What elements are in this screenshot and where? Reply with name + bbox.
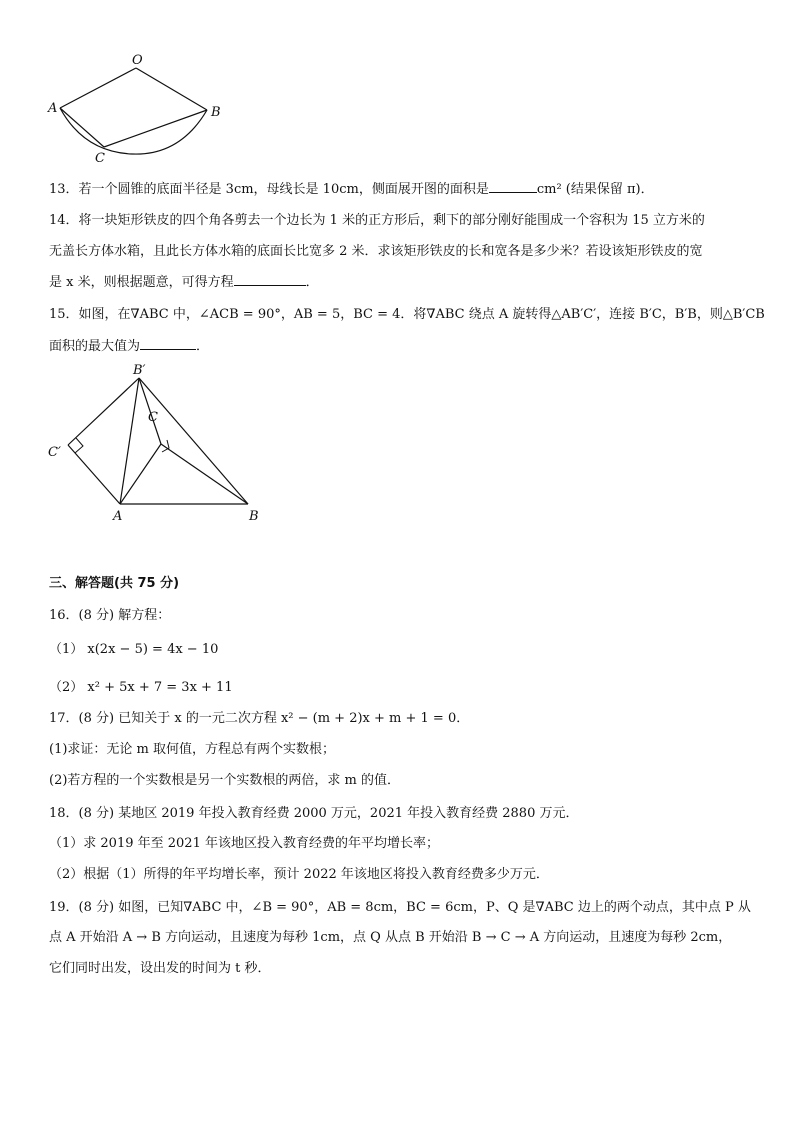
q14-answer-blank[interactable] <box>234 273 306 286</box>
arc-ab <box>60 108 207 154</box>
question-17-part1: (1)求证：无论 m 取何值，方程总有两个实数根； <box>49 742 336 757</box>
q13-answer-blank[interactable] <box>489 180 537 193</box>
question-13 <box>49 180 654 199</box>
question-14-line3 <box>49 273 319 292</box>
q14-text-after: ． <box>305 275 319 290</box>
question-15-line2 <box>49 337 209 356</box>
question-19-line1: 19．(8 分) 如图，已知∇ABC 中，∠B = 90°，AB = 8cm，BC = 6cm，P、Q 是∇ABC 边上的两个动点，其中点 P 从 <box>49 900 751 915</box>
question-14-line2: 无盖长方体水箱，且此长方体水箱的底面长比宽多 2 米．求该矩形铁皮的长和宽各是多少米？若设该矩形铁皮的宽 <box>49 244 703 259</box>
label-b2: B <box>249 509 259 524</box>
question-18-part1: （1）求 2019 年至 2021 年该地区投入教育经费的年平均增长率； <box>49 836 439 851</box>
question-17-part2: (2)若方程的一个实数根是另一个实数根的两倍，求 m 的值． <box>49 773 401 788</box>
sector-figure <box>40 50 240 170</box>
label-a2: A <box>113 509 123 524</box>
question-14-line1: 14．将一块矩形铁皮的四个角各剪去一个边长为 1 米的正方形后，剩下的部分刚好能围成一个容积为 15 立方米的 <box>49 213 705 228</box>
label-c2: C <box>148 410 158 425</box>
q15-answer-blank[interactable] <box>140 337 196 350</box>
segment-ob <box>136 68 207 110</box>
question-19-line3: 它们同时出发，设出发的时间为 t 秒． <box>49 961 271 976</box>
question-16-part2: （2） x² + 5x + 7 = 3x + 11 <box>49 680 233 695</box>
q13-text-after: cm² (结果保留 π)． <box>536 182 654 197</box>
right-angle-mark-cp <box>75 438 83 453</box>
segment-cb <box>104 110 207 147</box>
label-bp: B′ <box>133 363 146 378</box>
section-title: 三、解答题(共 75 分) <box>49 576 180 591</box>
segment-bp-b <box>139 378 248 504</box>
q14-text: 是 x 米，则根据题意，可得方程 <box>49 275 234 290</box>
question-15-line1: 15．如图，在∇ABC 中，∠ACB = 90°，AB = 5，BC = 4．将∇ABC 绕点 A 旋转得△AB′C′，连接 B′C，B′B，则△B′CB <box>49 307 765 322</box>
label-o: O <box>132 53 143 68</box>
q15-text: 面积的最大值为 <box>49 339 141 354</box>
rotation-figure <box>40 358 280 528</box>
segment-ac <box>60 108 104 147</box>
label-b: B <box>211 105 221 120</box>
segment-oa <box>60 68 136 108</box>
question-16-title: 16．(8 分) 解方程： <box>49 608 171 623</box>
segment-a-bp <box>120 378 139 504</box>
segment-cp-bp <box>68 378 139 445</box>
question-19-line2: 点 A 开始沿 A → B 方向运动，且速度为每秒 1cm，点 Q 从点 B 开始沿 B → C → A 方向运动，且速度为每秒 2cm， <box>49 930 732 945</box>
segment-a-cp <box>68 445 120 504</box>
question-17-title: 17．(8 分) 已知关于 x 的一元二次方程 x² − (m + 2)x + m + 1 = 0． <box>49 711 470 726</box>
label-cp: C′ <box>48 445 61 460</box>
q15-text-after: ． <box>196 339 210 354</box>
label-a: A <box>48 101 58 116</box>
question-18-title: 18．(8 分) 某地区 2019 年投入教育经费 2000 万元，2021 年投入教育经费 2880 万元． <box>49 806 579 821</box>
label-c: C <box>95 151 105 166</box>
q13-text: 13．若一个圆锥的底面半径是 3cm，母线长是 10cm，侧面展开图的面积是 <box>49 182 489 197</box>
segment-a-c <box>120 444 161 504</box>
question-16-part1: （1） x(2x − 5) = 4x − 10 <box>49 642 219 657</box>
question-18-part2: （2）根据（1）所得的年平均增长率，预计 2022 年该地区将投入教育经费多少万元． <box>49 867 549 882</box>
